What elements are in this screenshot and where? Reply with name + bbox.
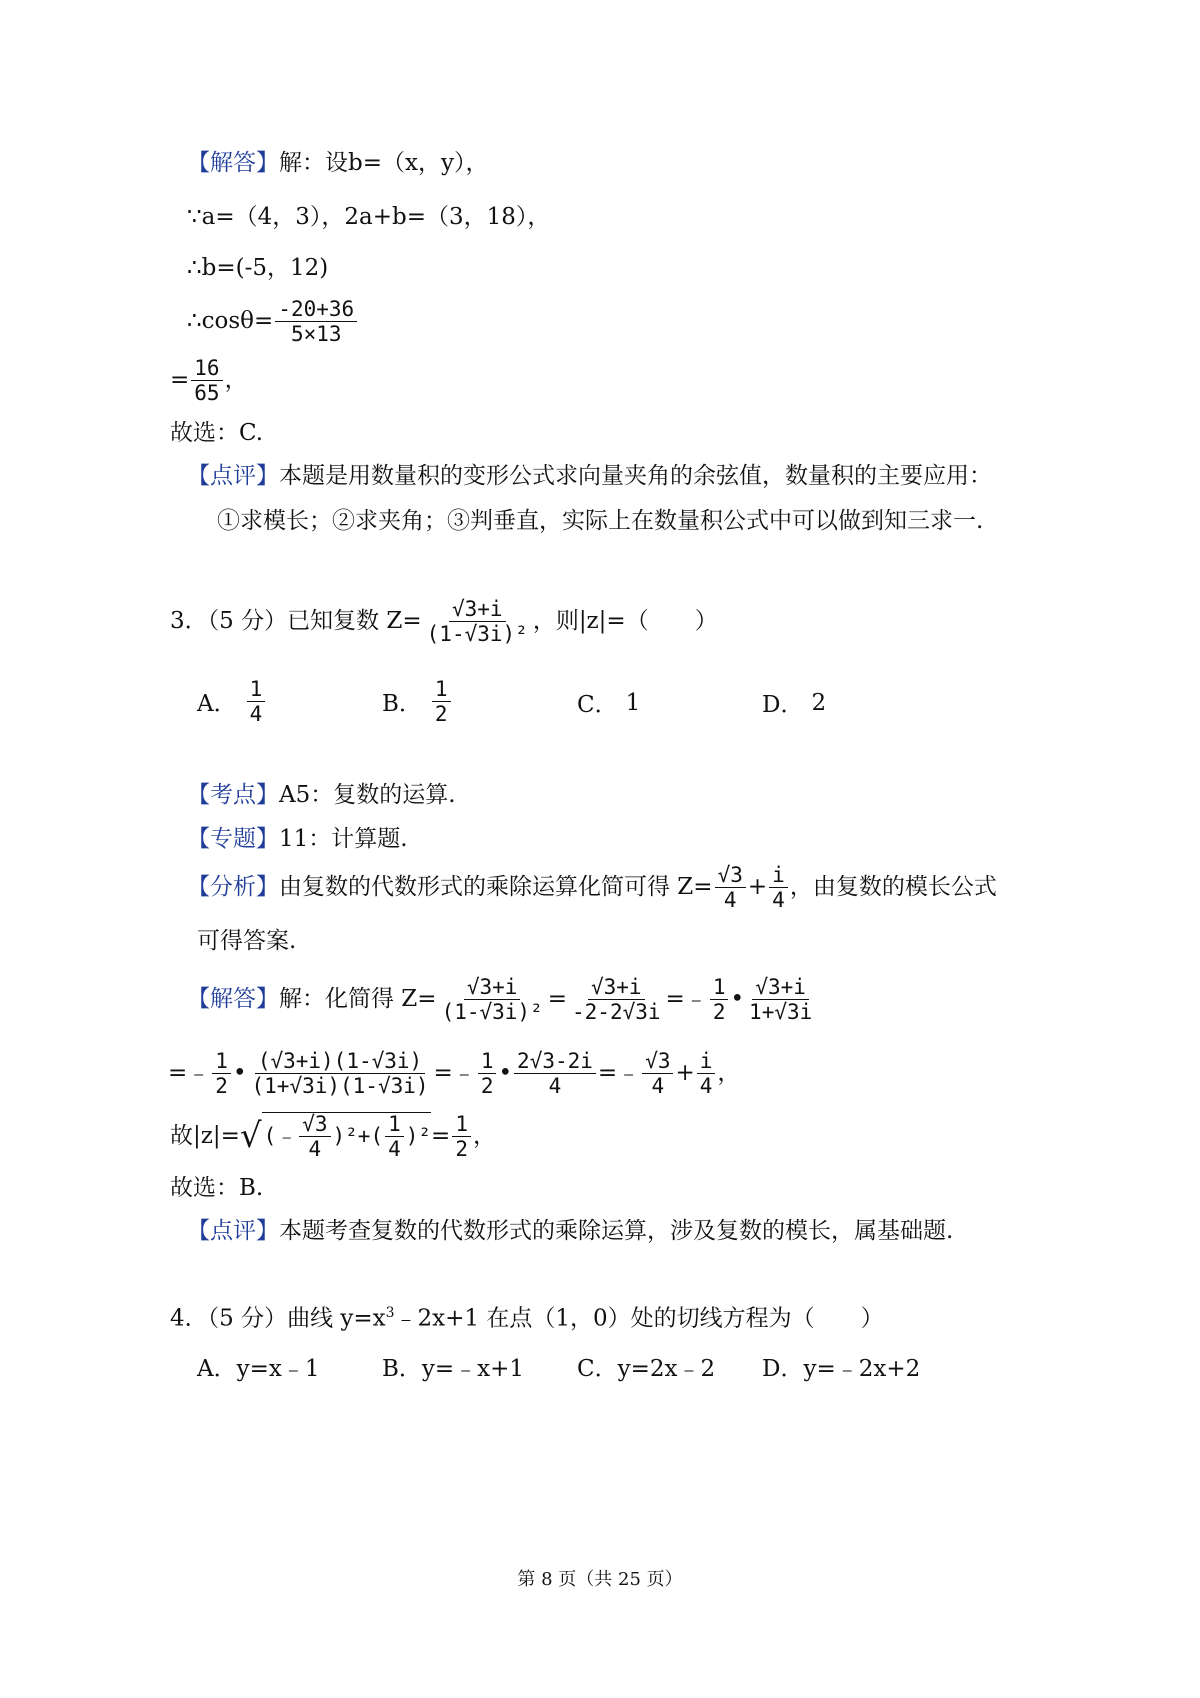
cos-line [187,298,359,345]
fenxi-line: 可得答案. [197,928,297,954]
option-d: D． y=﹣2x+2 [762,1356,921,1382]
solution-line: 【解答】 解：化简得 Z= $\frac{√3+i}{\text{(1-√3i)²}}$ = $\frac{√3+i}{-2-2√3i}$ =﹣ $\frac{1}{2}$ • $\frac{√3+i}{1+√3i}$ [187,975,813,1025]
option-b: B． y=﹣x+1 [382,1356,525,1382]
solution-line: =﹣ $\frac{1}{2}$ • $\frac{(√3+i)(1-√3i)}{(1+√3i)(1-√3i)}$ =﹣ $\frac{1}{2}$ • $\frac{2√3-2i}{4}$ =﹣ $\frac{√3}{4}$ + $\frac{i}{4}$ ， [168,1049,741,1099]
solution-line [187,152,488,175]
fraction: $\frac{16}{65}$ [191,357,222,404]
answer-line: 故选：B. [170,1175,264,1201]
fraction: $\frac{-20+36}{5\times 13}$ [275,298,357,345]
fraction: $\frac{√3+i}{\text{(1-√3i)²}}$ [426,597,528,647]
cos-prefix: ∴cosθ= [187,308,274,335]
option-a: A． $\frac{1}{4}$ [197,678,267,725]
option-c: C． 1 [577,689,641,718]
option-b: B． $\frac{1}{2}$ [382,678,453,725]
solution-tag: 【解答】 [187,150,279,176]
comment-line: 【点评】本题考查复数的代数形式的乘除运算，涉及复数的模长，属基础题. [187,1218,954,1244]
page-footer: 第 8 页（共 25 页） [517,1569,683,1590]
step-line: ∴b=(-5，12) [187,255,329,281]
kaodian-line: 【考点】A5：复数的运算. [187,782,456,808]
comment-line: 【点评】本题是用数量积的变形公式求向量夹角的余弦值，数量积的主要应用： [187,463,992,489]
answer-line: 故选：C. [170,420,264,446]
option-d: D． 2 [762,689,827,718]
solution-text: 解：设b=（x，y）， [279,150,489,176]
zhuanti-line: 【专题】11：计算题. [187,826,408,852]
option-c: C． y=2x﹣2 [577,1356,716,1382]
question-3-stem: 3．（5 分）已知复数 Z= $\frac{√3+i}{\text{(1-√3i)²}}$ ，则|z|=（ ） [170,597,718,647]
result-line: = $\frac{16}{65}$ ， [170,356,248,406]
step-line: ∵a=（4，3），2a+b=（3，18）， [187,204,551,230]
sqrt-group: (﹣ $\frac{√3}{4}$ )²+( $\frac{1}{4}$ )² [263,1112,432,1162]
option-a: A． y=x﹣1 [197,1356,320,1382]
question-4-stem: 4．（5 分）曲线 $y=x^3﹣2x+1$ 在点（1，0）处的切线方程为（ ） [170,1305,884,1332]
comment-line: ①求模长；②求夹角；③判垂直，实际上在数量积公式中可以做到知三求一. [217,508,984,534]
fenxi-line: 【分析】 由复数的代数形式的乘除运算化简可得 Z= $\frac{√3}{4}$ + $\frac{i}{4}$ ，由复数的模长公式 [187,863,997,913]
comment-tag: 【点评】 [187,463,279,489]
modulus-line: 故|z|= √ (﹣ $\frac{√3}{4}$ )²+( $\frac{1}{4}$ )² = $\frac{1}{2}$ ， [170,1111,496,1162]
